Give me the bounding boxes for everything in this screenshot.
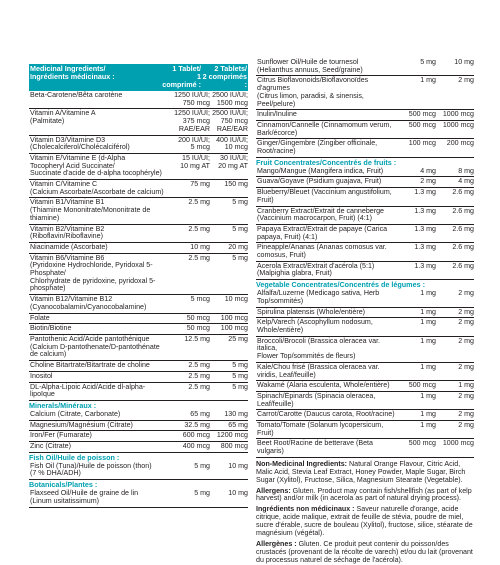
amount-1-tablet: 1250 IU/UI; 750 mcg: [174, 91, 210, 107]
ingredient-row: [256, 138, 474, 156]
ingredient-name: Inositol: [30, 371, 53, 380]
amount-2-tablets: 65 mg: [228, 420, 248, 429]
amount-2-tablets: 2500 IU/UI; 1500 mcg: [212, 91, 248, 107]
ingredient-name: Iron/Fer (Fumarate): [30, 431, 92, 440]
amount-1-tablet: 50 mcg: [186, 324, 210, 333]
vegetable-rows: [256, 289, 474, 457]
header-title-en: Medicinal Ingredients/: [30, 64, 106, 73]
ingredient-row: [256, 289, 474, 306]
amount-1-tablet: 5 mg: [194, 489, 210, 498]
amount-1-tablet: 200 IU/UI; 5 mcg: [178, 135, 210, 152]
other-ingredients-rows: [256, 58, 474, 157]
ingredient-row: [29, 91, 248, 108]
ingredient-row: [256, 109, 474, 120]
ingredient-name: Magnesium/Magnésium (Citrate): [30, 420, 133, 429]
amount-2-tablets: 5 mg: [232, 361, 248, 370]
ingredient-row: [256, 224, 474, 242]
amount-1-tablet: 1 mg: [420, 391, 436, 400]
amount-2-tablets: 5 mg: [232, 198, 248, 207]
amount-2-tablets: 2 mg: [458, 307, 474, 316]
ingredient-row: [29, 420, 248, 431]
amount-1-tablet: 65 mg: [190, 409, 210, 418]
amount-1-tablet: 500 mcg: [408, 120, 436, 129]
amount-2-tablets: 2 mg: [458, 336, 474, 345]
ingredient-row: [29, 153, 248, 179]
amount-2-tablets: 2.6 mg: [452, 206, 474, 215]
amount-2-tablets: 2 mg: [458, 391, 474, 400]
ingredient-name: Sunflower Oil/Huile de tournesol (Helianthus annuus, Seed/graine): [257, 58, 363, 74]
amount-2-tablets: 800 mcg: [220, 442, 248, 451]
amount-2-tablets: 5 mg: [232, 224, 248, 233]
header-title-fr: Ingrédients médicinaux :: [30, 72, 115, 81]
fish-oil-title: Fish Oil/Huile de poisson :: [29, 452, 248, 462]
ingredient-name: Carrot/Carotte (Daucus carota, Root/racine): [257, 410, 395, 419]
minerals-rows: [29, 410, 248, 452]
ingredient-name: Alfalfa/Luzerne (Medicago sativa, Herb Top/sommités): [257, 289, 380, 305]
ingredient-row: [256, 187, 474, 205]
ingredient-name: Vitamin D3/Vitamine D3 (Cholecalciferol/Cholécalciférol): [30, 135, 130, 152]
header-col1-en: 1 Tablet/: [172, 64, 201, 73]
amount-2-tablets: 2.6 mg: [452, 224, 474, 233]
ingredient-name: Beta-Carotene/Bêta carotène: [30, 91, 123, 99]
ingredient-name: Spinach/Épinards (Spinacia oleracea, Leaf/feuille): [257, 391, 376, 408]
amount-1-tablet: 100 mcg: [408, 139, 436, 148]
ingredient-row: [256, 167, 474, 177]
ingredient-name: Inulin/Inuline: [257, 110, 297, 119]
amount-1-tablet: 32.5 mg: [184, 420, 210, 429]
amount-1-tablet: 500 mcg: [408, 439, 436, 448]
non-medicinal-en: Non-Medicinal Ingredients: Natural Orange Flavour, Citric Acid, Malic Acid, Stevia Leaf Extract, Honey Powder, Maple Sugar, Birch Sugar (Xylitol), Fructose, Silica, Magnesium Stearate (Vegetable).: [256, 459, 466, 484]
ingredient-name: Choline Bitartrate/Bitartrate de choline: [30, 361, 150, 370]
amount-2-tablets: 100 mcg: [220, 324, 248, 333]
amount-1-tablet: 4 mg: [420, 166, 436, 175]
ingredient-name: Calcium (Citrate, Carbonate): [30, 409, 121, 418]
amount-2-tablets: 25 mg: [228, 334, 248, 343]
amount-1-tablet: 1 mg: [420, 76, 436, 85]
amount-1-tablet: 500 mcg: [408, 381, 436, 390]
ingredient-row: [29, 323, 248, 334]
allergens-fr: Allergènes : Gluten. Ce produit peut contenir du poisson/des crustacés (provenant de la récolte de varech) et/ou du lait (provenant du processus naturel de séchage de l'acérola).: [256, 539, 473, 564]
amount-2-tablets: 2.6 mg: [452, 261, 474, 270]
ingredient-name: Beet Root/Racine de betterave (Beta vulgaris): [257, 439, 373, 456]
amount-1-tablet: 5 mg: [194, 461, 210, 470]
amount-2-tablets: 130 mg: [224, 409, 248, 418]
ingredient-row: [29, 382, 248, 400]
amount-1-tablet: 1 mg: [420, 362, 436, 371]
ingredient-name: Tomato/Tomate (Solanum lycopersicum, Fruit): [257, 421, 384, 437]
ingredient-row: [256, 58, 474, 75]
ingredient-row: [29, 441, 248, 452]
ingredient-name: Pineapple/Ananas (Ananas comosus var. comosus, Fruit): [257, 243, 387, 260]
amount-2-tablets: 100 mcg: [220, 313, 248, 322]
ingredient-row: [256, 317, 474, 335]
ingredient-row: [29, 371, 248, 382]
amount-2-tablets: 5 mg: [232, 253, 248, 262]
amount-2-tablets: 2 mg: [458, 362, 474, 371]
amount-2-tablets: 10 mg: [454, 58, 474, 66]
amount-1-tablet: 400 mcg: [182, 442, 210, 451]
amount-1-tablet: 1 mg: [420, 336, 436, 345]
vegetable-title: Vegetable Concentrates/Concentrés de légumes :: [256, 279, 474, 289]
amount-1-tablet: 1 mg: [420, 410, 436, 419]
medicinal-rows: [29, 91, 248, 400]
amount-2-tablets: 4 mg: [458, 177, 474, 186]
ingredient-name: Cranberry Extract/Extrait de canneberge (Vaccinium macrocarpon, Fruit) (4:1): [257, 206, 384, 223]
amount-1-tablet: 2.5 mg: [188, 361, 210, 370]
ingredient-row: [29, 410, 248, 420]
amount-1-tablet: 1250 IU/UI; 375 mcg RAE/EAR: [174, 109, 210, 133]
ingredient-row: [29, 360, 248, 371]
amount-2-tablets: 1000 mcg: [442, 120, 474, 129]
amount-1-tablet: 2.5 mg: [188, 382, 210, 391]
amount-2-tablets: 30 IU/UI; 20 mg AT: [218, 153, 248, 170]
amount-2-tablets: 2 mg: [458, 289, 474, 298]
amount-2-tablets: 1 mg: [458, 381, 474, 390]
ingredient-name: Vitamin E/Vitamine E (d-Alpha Tocopheryl Acid Succinate/ Succinate d'acide de d-alpha tocophéryle): [30, 153, 162, 178]
ingredient-name: Fish Oil (Tuna)/Huile de poisson (thon) (7 % DHA/ADH): [30, 461, 152, 478]
ingredient-row: [29, 135, 248, 153]
ingredient-name: Cinnamon/Cannelle (Cinnamomum verum, Bark/écorce): [257, 120, 392, 137]
amount-1-tablet: 1 mg: [420, 289, 436, 298]
ingredient-name: Kale/Chou frisé (Brassica oleracea var. viridis, Leaf/feuille): [257, 362, 380, 379]
non-medicinal-fr: Ingrédients non médicinaux : Saveur naturelle d'orange, acide citrique, acide malique, extrait de feuille de stévia, poudre de miel, sucre d'érable, sucre de bouleau (Xylitol), fructose, silice, stéarate de magnésium (végétal).: [256, 505, 473, 538]
ingredient-name: Papaya Extract/Extrait de papaye (Carica papaya, Fruit) (4:1): [257, 224, 388, 241]
amount-1-tablet: 2.5 mg: [188, 253, 210, 262]
amount-1-tablet: 10 mg: [190, 242, 210, 251]
ingredient-name: Broccoli/Brocoli (Brassica oleracea var. italica, Flower Top/sommités de fleurs): [257, 336, 381, 361]
amount-2-tablets: 2.6 mg: [452, 243, 474, 252]
amount-2-tablets: 10 mcg: [224, 295, 248, 304]
fruit-title: Fruit Concentrates/Concentrés de fruits :: [256, 157, 474, 167]
ingredient-name: Kelp/Varech (Ascophyllum nodosum, Whole/entière): [257, 318, 373, 334]
ingredient-row: [29, 253, 248, 295]
divider: [256, 457, 474, 458]
ingredient-row: [29, 489, 248, 506]
right-column: [256, 58, 474, 565]
amount-1-tablet: 2.5 mg: [188, 224, 210, 233]
amount-2-tablets: 400 IU/UI; 10 mcg: [216, 135, 248, 152]
ingredient-row: [256, 391, 474, 409]
ingredient-name: Vitamin A/Vitamine A (Palmitate): [30, 109, 96, 126]
divider: [29, 507, 248, 508]
amount-1-tablet: 12.5 mg: [184, 334, 210, 343]
amount-1-tablet: 1 mg: [420, 318, 436, 327]
amount-1-tablet: 1.3 mg: [414, 243, 436, 252]
header-col2-fr: 2 comprimés :: [202, 72, 247, 89]
left-column: [29, 64, 248, 508]
ingredient-name: Biotin/Biotine: [30, 324, 72, 333]
ingredient-row: [256, 176, 474, 187]
ingredient-row: [256, 420, 474, 438]
ingredient-row: [256, 438, 474, 456]
ingredient-row: [256, 75, 474, 109]
ingredient-row: [256, 409, 474, 420]
ingredient-row: [256, 242, 474, 260]
amount-2-tablets: 5 mg: [232, 371, 248, 380]
header-col2-en: 2 Tablets/: [214, 64, 247, 73]
amount-2-tablets: 1200 mcg: [216, 431, 248, 440]
ingredient-row: [29, 108, 248, 134]
ingredient-name: Vitamin B2/Vitamine B2 (Riboflavin/Riboflavine): [30, 224, 105, 241]
amount-1-tablet: 1.3 mg: [414, 188, 436, 197]
amount-1-tablet: 1 mg: [420, 421, 436, 430]
amount-1-tablet: 1 mg: [420, 307, 436, 316]
amount-2-tablets: 2.6 mg: [452, 188, 474, 197]
ingredient-name: Vitamin C/Vitamine C (Calcium Ascorbate/Ascorbate de calcium): [30, 180, 164, 196]
ingredient-row: [256, 362, 474, 380]
amount-1-tablet: 500 mcg: [408, 110, 436, 119]
ingredient-row: [256, 307, 474, 318]
amount-1-tablet: 2.5 mg: [188, 371, 210, 380]
ingredient-row: [29, 294, 248, 312]
ingredient-name: Vitamin B6/Vitamine B6 (Pyridoxine Hydrochloride, Pyridoxal 5-Phosphate/ Chlorhydrate de pyridoxine, pyridoxal 5-phosphate): [30, 253, 156, 293]
ingredient-name: Folate: [30, 313, 50, 322]
ingredient-name: Wakamé (Alaria esculenta, Whole/entière): [257, 381, 390, 390]
amount-2-tablets: 8 mg: [458, 166, 474, 175]
fruit-rows: [256, 167, 474, 279]
fish-oil-rows: [29, 462, 248, 479]
amount-2-tablets: 1000 mcg: [442, 110, 474, 119]
header-col1-fr: 1 comprimé :: [162, 72, 201, 89]
amount-1-tablet: 5 mcg: [190, 295, 210, 304]
ingredient-name: Vitamin B1/Vitamine B1 (Thiamine Mononitrate/Mononitrate de thiamine): [30, 198, 151, 222]
ingredient-name: DL-Alpha-Lipoic Acid/Acide dl-alpha-lipoïque: [30, 382, 146, 399]
amount-1-tablet: 1.3 mg: [414, 261, 436, 270]
ingredient-row: [256, 206, 474, 224]
amount-2-tablets: 200 mcg: [446, 139, 474, 148]
ingredient-row: [256, 120, 474, 138]
ingredient-name: Flaxseed Oil/Huile de graine de lin (Linum usitatissimum): [30, 489, 139, 505]
amount-2-tablets: 20 mg: [228, 242, 248, 251]
amount-1-tablet: 75 mg: [190, 180, 210, 189]
amount-2-tablets: 5 mg: [232, 382, 248, 391]
ingredient-row: [29, 430, 248, 441]
botanicals-rows: [29, 489, 248, 506]
amount-2-tablets: 2 mg: [458, 76, 474, 85]
ingredient-row: [256, 261, 474, 279]
botanicals-title: Botanicals/Plantes :: [29, 479, 248, 489]
minerals-title: Minerals/Minéraux :: [29, 400, 248, 410]
ingredient-name: Niacinamide (Ascorbate): [30, 242, 108, 251]
amount-1-tablet: 600 mcg: [182, 431, 210, 440]
ingredient-name: Blueberry/Bleuet (Vaccinium angustifolium, Fruit): [257, 188, 392, 204]
amount-2-tablets: 10 mg: [228, 489, 248, 498]
allergens-en: Allergens: Gluten. Product may contain fish/shellfish (as part of kelp harvest) and/or milk (in acerola as part of natural drying process).: [256, 486, 472, 503]
amount-2-tablets: 150 mg: [224, 180, 248, 189]
amount-1-tablet: 1.3 mg: [414, 224, 436, 233]
ingredient-name: Spirulina platensis (Whole/entière): [257, 307, 366, 316]
ingredient-name: Citrus Bioflavonoids/Bioflavonoïdes d'agrumes (Citrus limon, paradisi, & sinensis, Peel/pelure): [257, 76, 369, 108]
ingredient-row: [29, 224, 248, 242]
ingredient-name: Zinc (Citrate): [30, 442, 71, 451]
amount-2-tablets: 1000 mcg: [442, 439, 474, 448]
ingredient-row: [256, 380, 474, 391]
ingredient-row: [29, 179, 248, 197]
ingredient-row: [29, 334, 248, 360]
ingredient-name: Vitamin B12/Vitamine B12 (Cyanocobalamin/Cyanocobalamine): [30, 295, 147, 311]
amount-1-tablet: 2 mg: [420, 177, 436, 186]
amount-2-tablets: 2500 IU/UI; 750 mcg RAE/EAR: [212, 109, 248, 133]
ingredient-name: Guava/Goyave (Psidium guajava, Fruit): [257, 177, 382, 186]
amount-2-tablets: 2 mg: [458, 421, 474, 430]
ingredient-row: [29, 462, 248, 479]
amount-1-tablet: 1.3 mg: [414, 206, 436, 215]
ingredient-row: [29, 313, 248, 324]
amount-2-tablets: 2 mg: [458, 410, 474, 419]
ingredient-name: Pantothenic Acid/Acide pantothénique (Calcium D-pantothenate/D-pantothénate de calcium): [30, 334, 160, 359]
ingredient-name: Acerola Extract/Extrait d'acérola (5:1) (Malpighia glabra, Fruit): [257, 261, 375, 278]
amount-1-tablet: 5 mg: [420, 58, 436, 66]
amount-1-tablet: 15 IU/UI; 10 mg AT: [180, 153, 210, 170]
ingredient-name: Ginger/Gingembre (Zingiber officinale, Root/racine): [257, 139, 378, 156]
amount-2-tablets: 10 mg: [228, 461, 248, 470]
ingredient-row: [256, 336, 474, 362]
amount-2-tablets: 2 mg: [458, 318, 474, 327]
amount-1-tablet: 50 mcg: [186, 313, 210, 322]
ingredient-name: Mango/Mangue (Mangifera indica, Fruit): [257, 166, 384, 175]
ingredient-row: [29, 197, 248, 223]
ingredient-row: [29, 242, 248, 253]
amount-1-tablet: 2.5 mg: [188, 198, 210, 207]
table-header: [29, 64, 248, 91]
